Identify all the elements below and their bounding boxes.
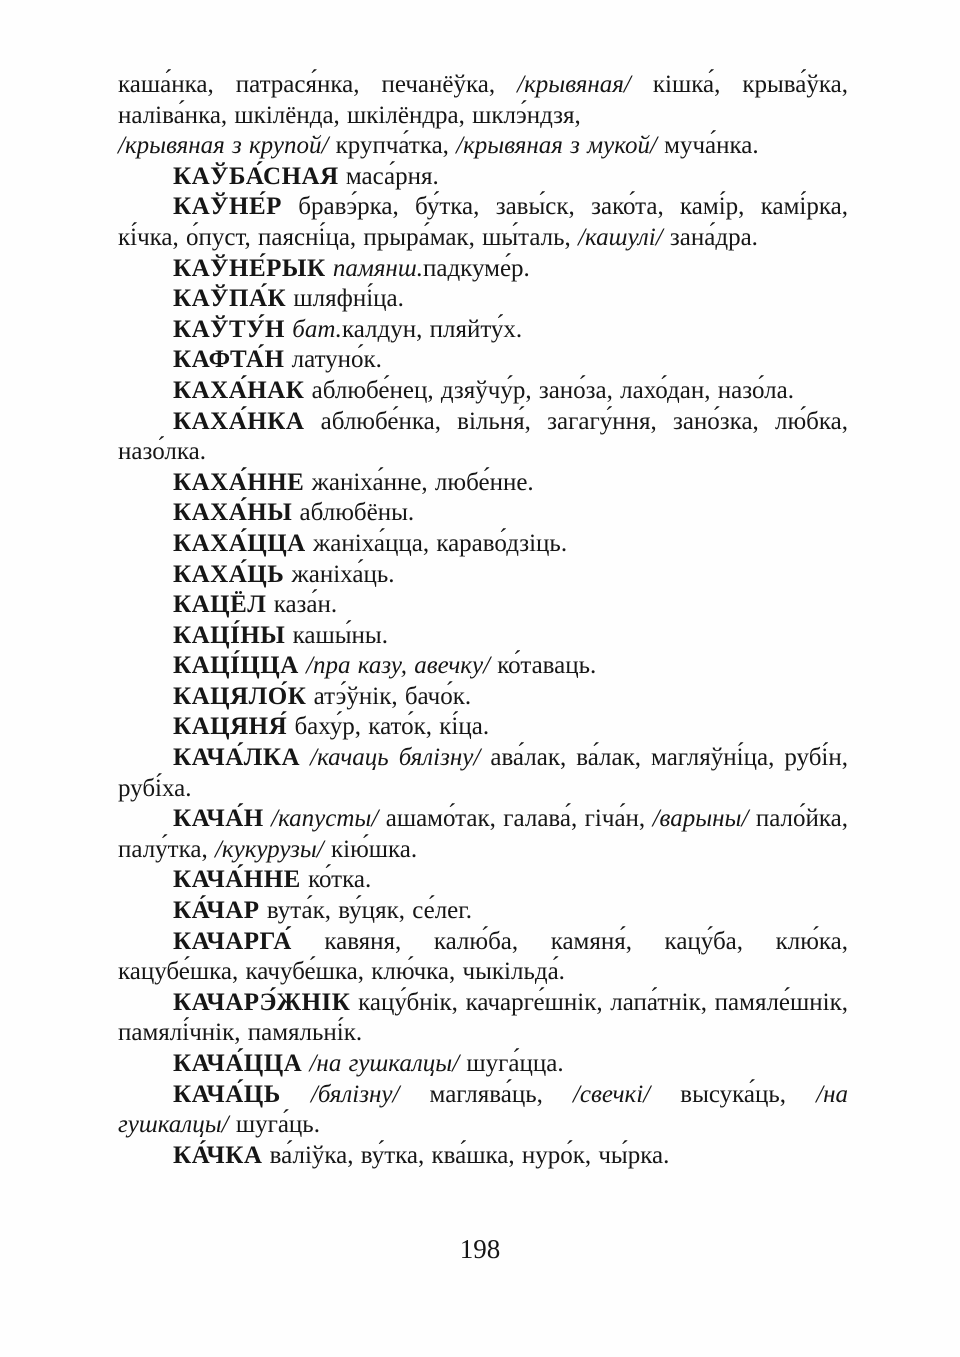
headword: КАХА́НАК — [173, 376, 305, 404]
headword: КАЧА́Н — [173, 805, 264, 833]
headword: КАХА́ЦЬ — [173, 560, 285, 588]
definition-text: латуно́к. — [284, 346, 382, 374]
definition-text: ашамо́так, галава́, гіча́н, — [378, 805, 653, 833]
entry-paragraph — [118, 407, 848, 468]
definition-text: бравэ́рка, бу́тка, завы́ск, зако́та, камі́р, камі́рка, кі́чка, о́пуст, паясні́ца, прыра́мак, шы́таль, — [118, 193, 848, 251]
entry-paragraph — [118, 988, 848, 1049]
definition-text: крупча́тка, — [328, 132, 457, 160]
entry-paragraph — [118, 651, 848, 682]
definition-text: кашы́ны. — [285, 621, 388, 649]
definition-text: жаніха́нне, любе́нне. — [304, 468, 534, 496]
headword: КАЧА́ЦЬ — [173, 1080, 281, 1108]
entry-paragraph — [118, 804, 848, 865]
definition-text: высука́ць, — [650, 1080, 817, 1108]
headword: КА́ЧАР — [173, 897, 260, 925]
definition-text — [326, 255, 333, 282]
usage-note: /варыны/ — [652, 805, 749, 833]
headword: КАЧАРГА́ — [173, 927, 292, 955]
entry-paragraph — [118, 590, 848, 621]
definition-text: кацу́бнік, качарге́шнік, лапа́тнік, памяле́шнік, памялі́чнік, памяльні́к. — [118, 988, 848, 1047]
headword: КАЎНЕ́Р — [173, 193, 282, 221]
headword: КАХА́НЫ — [173, 499, 293, 527]
definition-text: аблюбе́нка, вільня́, загагу́ння, зано́зка, лю́бка, назо́лка. — [118, 407, 848, 466]
usage-note: /крывяная з крупой/ — [118, 132, 329, 160]
entry-paragraph — [118, 315, 848, 346]
headword: КА́ЧКА — [173, 1141, 263, 1169]
headword: КАХА́ННЕ — [173, 468, 305, 496]
usage-note: /на гушкалцы/ — [309, 1050, 460, 1077]
definition-text: зана́дра. — [662, 223, 758, 251]
headword: КАЎТУ́Н — [173, 315, 285, 343]
headword: КАЦЯЛО́К — [173, 682, 307, 710]
definition-text: муча́нка. — [656, 132, 759, 160]
definition-text: баху́р, като́к, кі́ца. — [287, 713, 490, 741]
headword: КАХА́ЦЦА — [173, 529, 306, 557]
entry-paragraph — [118, 1049, 848, 1080]
headword: КАЎПА́К — [173, 285, 287, 313]
page-number: 198 — [459, 1234, 501, 1264]
entry-paragraph — [118, 498, 848, 529]
entry-paragraph — [118, 529, 848, 560]
dictionary-entries — [118, 70, 848, 1171]
definition-text: аблюбёны. — [292, 499, 415, 527]
definition-text: аблюбе́нец, дзяўчу́р, зано́за, лахо́дан, назо́ла. — [304, 376, 794, 404]
definition-text — [281, 1081, 311, 1108]
entry-paragraph — [118, 1141, 848, 1172]
usage-note: /кукурузы/ — [214, 835, 324, 863]
entry-paragraph — [118, 682, 848, 713]
definition-text: падкуме́р. — [422, 254, 530, 282]
entry-paragraph — [118, 712, 848, 743]
headword: КАЧА́ЦЦА — [173, 1050, 303, 1077]
definition-text — [300, 744, 310, 771]
definition-text: ава́лак, ва́лак, магляўні́ца, рубі́н, рубі́ха. — [118, 744, 848, 802]
usage-note: /на гушкалцы/ — [118, 1080, 848, 1139]
definition-text: кію́шка. — [323, 835, 418, 863]
headword: КАЧАРЭ́ЖНІК — [173, 988, 351, 1016]
usage-note: /качаць бялізну/ — [310, 744, 481, 772]
definition-text: каза́н. — [266, 591, 338, 619]
usage-note: /бялізну/ — [310, 1080, 400, 1108]
headword: КАЦЯНЯ́ — [173, 713, 288, 741]
definition-text: атэ́ўнік, бачо́к. — [306, 682, 472, 710]
entry-paragraph — [118, 162, 848, 193]
entry-paragraph — [118, 376, 848, 407]
headword: КАФТА́Н — [173, 346, 285, 374]
definition-text: маса́рня. — [338, 162, 439, 190]
usage-note: /пра казу, авечку/ — [306, 652, 491, 680]
entry-paragraph — [118, 927, 848, 988]
definition-text: вута́к, ву́цяк, се́лег. — [259, 897, 472, 925]
entry-paragraph — [118, 70, 848, 162]
headword: КАЦІ́ЦЦА — [173, 652, 299, 680]
definition-text: ко́таваць. — [490, 652, 597, 680]
entry-paragraph — [118, 621, 848, 652]
definition-text: калдун, пляйту́х. — [341, 315, 523, 343]
headword: КАЦЁЛ — [173, 591, 267, 619]
definition-text: ко́тка. — [300, 866, 372, 894]
entry-paragraph — [118, 192, 848, 253]
definition-text: шуга́ць. — [228, 1111, 320, 1139]
definition-text: шуга́цца. — [459, 1050, 564, 1077]
definition-text: жаніха́цца, караво́дзіць. — [305, 529, 568, 557]
definition-text: маглява́ць, — [399, 1080, 573, 1108]
usage-note: /крывяная/ — [517, 71, 631, 98]
headword: КАЦІ́НЫ — [173, 621, 286, 649]
usage-note: /капусты/ — [271, 805, 379, 833]
usage-note: бат. — [292, 315, 342, 343]
usage-note: /кашулі/ — [578, 223, 663, 251]
definition-text: кішка́, крыва́ўка, наліва́нка, шкілёнда, шкілёндра, шклэ́ндзя, — [118, 71, 848, 129]
entry-paragraph — [118, 560, 848, 591]
entry-paragraph — [118, 896, 848, 927]
entry-paragraph — [118, 284, 848, 315]
entry-paragraph — [118, 865, 848, 896]
headword: КАЧА́ЛКА — [173, 744, 301, 772]
headword: КАХА́НКА — [173, 407, 305, 435]
entry-paragraph — [118, 345, 848, 376]
definition-text: каша́нка, патрася́нка, печанёўка, — [118, 71, 518, 98]
headword: КАЎБА́СНАЯ — [173, 162, 339, 190]
definition-text: кавяня, калю́ба, камяня́, кацу́ба, клю́ка, кацубе́шка, качубе́шка, клю́чка, чыкільда́. — [118, 927, 848, 986]
entry-paragraph — [118, 468, 848, 499]
definition-text — [299, 652, 306, 679]
entry-paragraph — [118, 254, 848, 285]
headword: КАЧА́ННЕ — [173, 866, 301, 894]
headword: КАЎНЕ́РЫК — [173, 254, 326, 282]
usage-note: /свечкі/ — [572, 1080, 651, 1108]
usage-note: памянш. — [332, 254, 423, 282]
definition-text: жаніха́ць. — [284, 560, 395, 588]
definition-text: пало́йка, палу́тка, — [118, 805, 848, 863]
usage-note: /крывяная з мукой/ — [456, 132, 657, 160]
definition-text: ва́ліўка, ву́тка, ква́шка, нуро́к, чы́рка. — [262, 1141, 670, 1169]
entry-paragraph — [118, 1080, 848, 1141]
entry-paragraph — [118, 743, 848, 804]
definition-text: шляфні́ца. — [286, 285, 404, 313]
